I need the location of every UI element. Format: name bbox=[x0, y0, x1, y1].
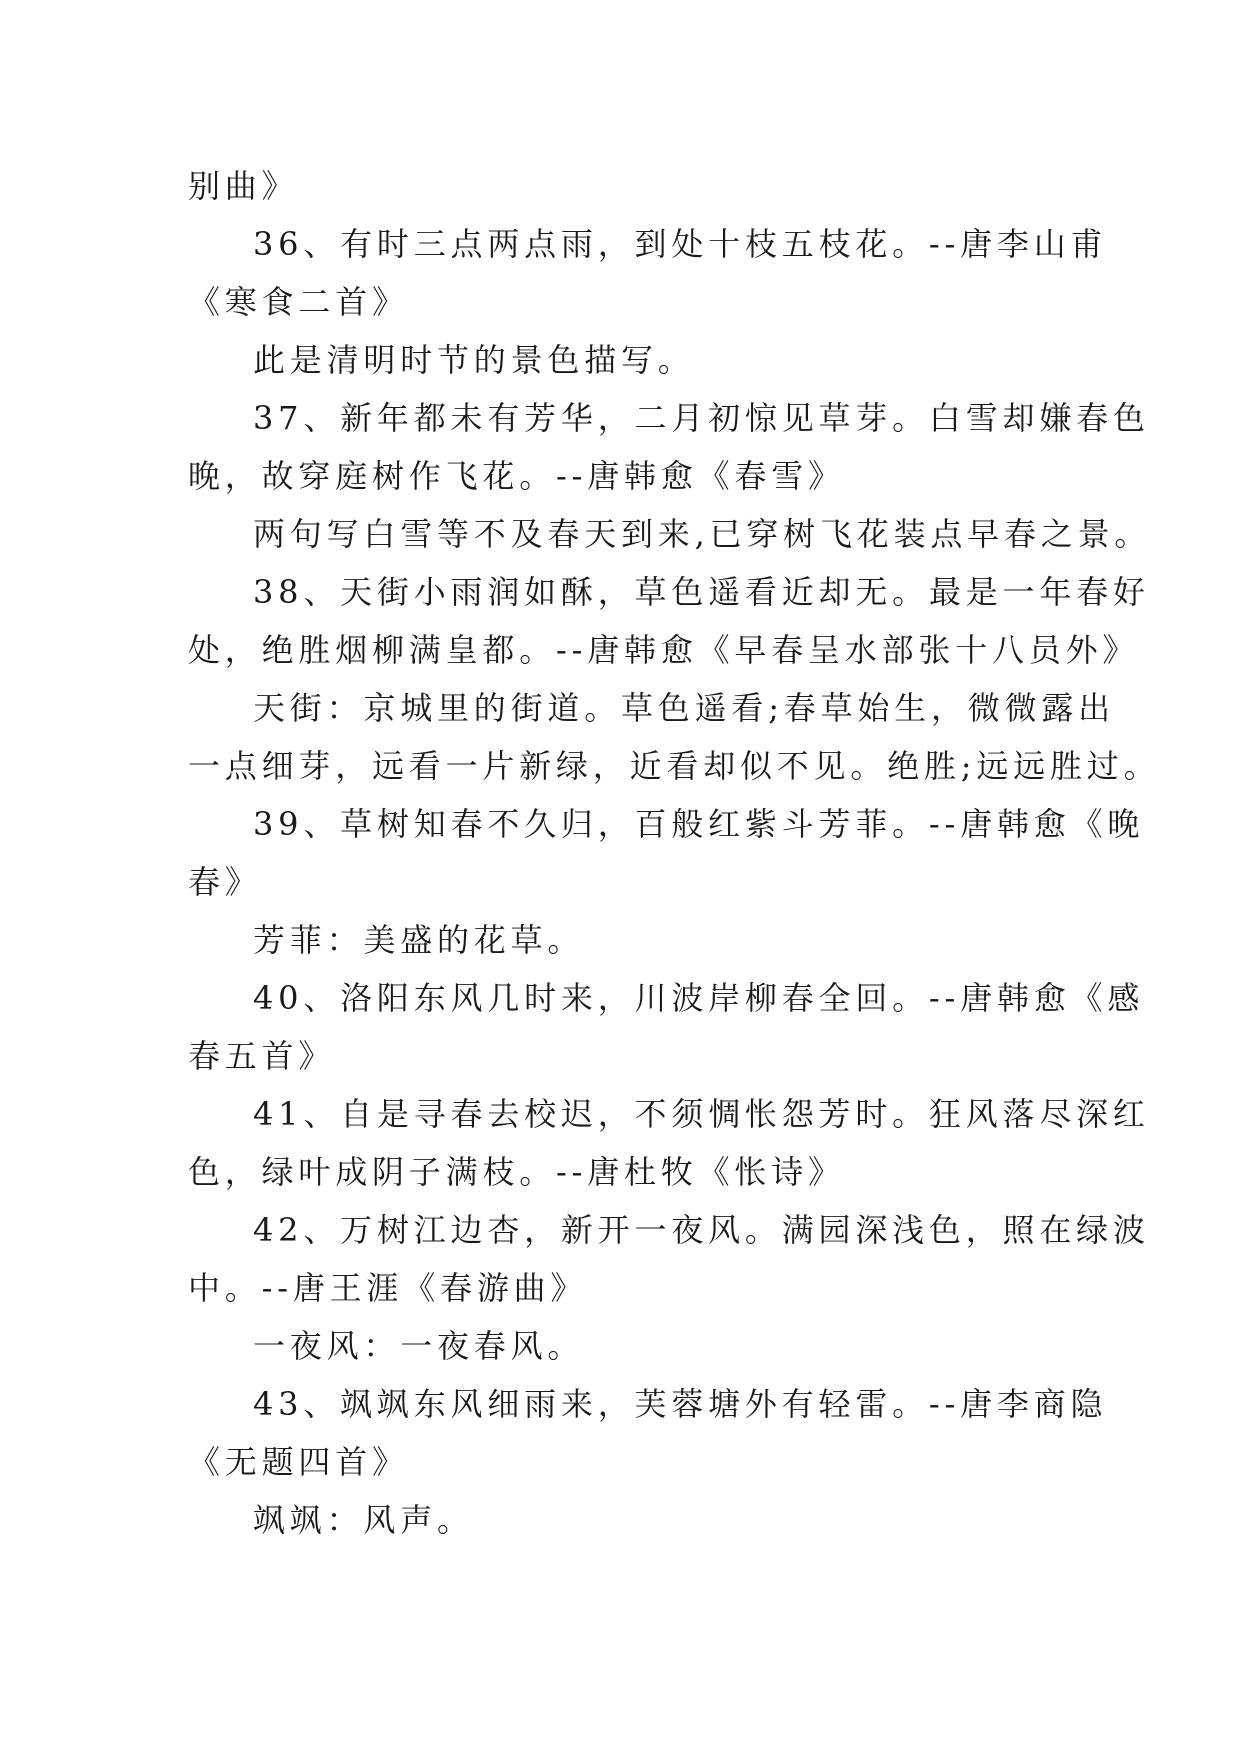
poem-entry-38: 38、天街小雨润如酥，草色遥看近却无。最是一年春好 bbox=[253, 573, 1150, 611]
poem-entry-39: 39、草树知春不久归，百般红紫斗芳菲。--唐韩愈《晚 bbox=[253, 805, 1145, 843]
annotation-line: 天街：京城里的街道。草色遥看;春草始生，微微露出 bbox=[253, 689, 1115, 727]
annotation-line: 两句写白雪等不及春天到来,已穿树飞花装点早春之景。 bbox=[253, 515, 1152, 553]
annotation-line: 飒飒：风声。 bbox=[253, 1501, 474, 1539]
text-line: 《寒食二首》 bbox=[188, 283, 409, 321]
poem-entry-42: 42、万树江边杏，新开一夜风。满园深浅色，照在绿波 bbox=[253, 1211, 1150, 1249]
poem-entry-36: 36、有时三点两点雨，到处十枝五枝花。--唐李山甫 bbox=[253, 225, 1108, 263]
poem-entry-43: 43、飒飒东风细雨来，芙蓉塘外有轻雷。--唐李商隐 bbox=[253, 1385, 1108, 1423]
annotation-line: 芳菲：美盛的花草。 bbox=[253, 921, 585, 959]
text-line: 晚，故穿庭树作飞花。--唐韩愈《春雪》 bbox=[188, 457, 845, 495]
text-line: 《无题四首》 bbox=[188, 1443, 409, 1481]
poem-entry-37: 37、新年都未有芳华，二月初惊见草芽。白雪却嫌春色 bbox=[253, 399, 1150, 437]
annotation-line: 一夜风：一夜春风。 bbox=[253, 1327, 585, 1365]
text-line: 春五首》 bbox=[188, 1037, 336, 1075]
annotation-line: 此是清明时节的景色描写。 bbox=[253, 341, 695, 379]
poem-entry-40: 40、洛阳东风几时来，川波岸柳春全回。--唐韩愈《感 bbox=[253, 979, 1145, 1017]
text-line: 一点细芽，远看一片新绿，近看却似不见。绝胜;远远胜过。 bbox=[188, 747, 1161, 785]
text-line: 中。--唐王涯《春游曲》 bbox=[188, 1269, 588, 1307]
text-line: 色，绿叶成阴子满枝。--唐杜牧《怅诗》 bbox=[188, 1153, 845, 1191]
text-line: 处，绝胜烟柳满皇都。--唐韩愈《早春呈水部张十八员外》 bbox=[188, 631, 1140, 669]
text-line: 春》 bbox=[188, 863, 262, 901]
poem-entry-41: 41、自是寻春去校迟，不须惆怅怨芳时。狂风落尽深红 bbox=[253, 1095, 1150, 1133]
text-line: 别曲》 bbox=[188, 167, 299, 205]
